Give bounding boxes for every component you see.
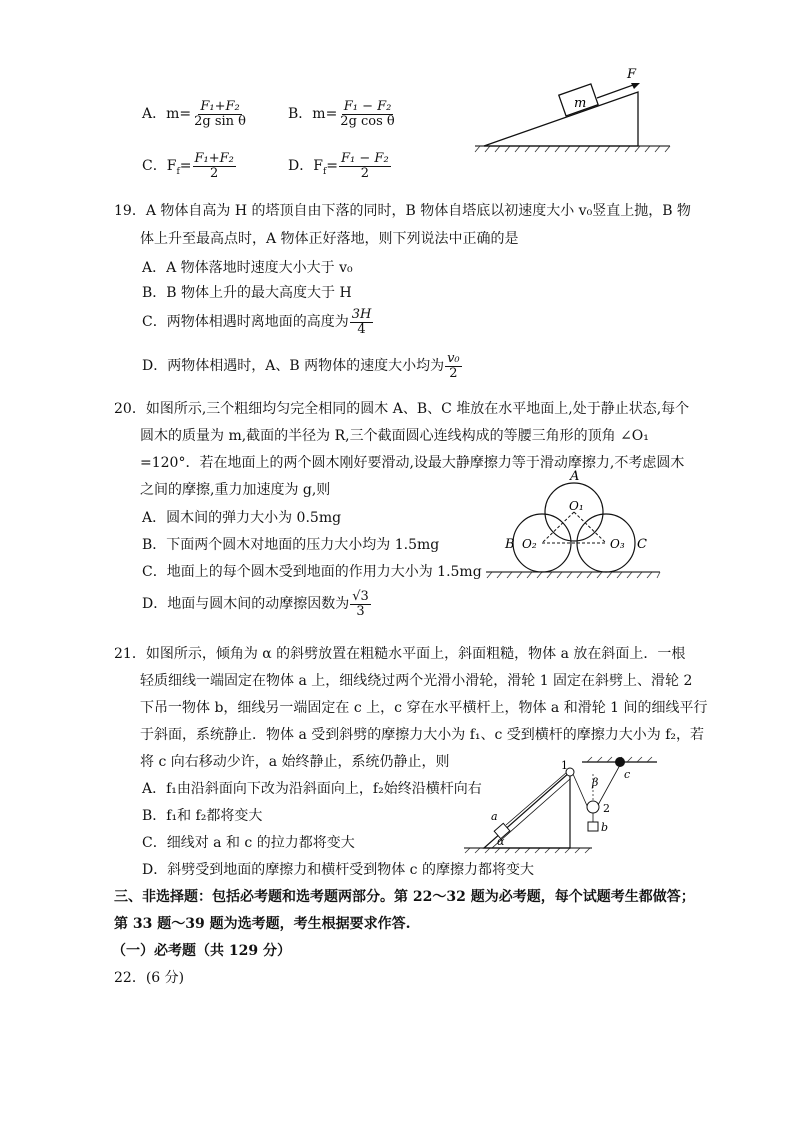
q21-option-d: D．斜劈受到地面的摩擦力和横杆受到物体 c 的摩擦力都将变大 [142,862,534,878]
q18-option-d-numerator: F₁ − F₂ [341,151,389,166]
q18-option-c-sub: f [176,166,180,177]
force-arrowhead [631,83,640,89]
q19-option-c-denominator: 4 [357,321,366,337]
q19-option-a: A．A 物体落地时速度大小大于 v₀ [142,260,353,276]
q18-option-b-prefix: B．m= [288,106,338,123]
block-b [588,822,598,831]
q18-option-a [142,100,249,128]
q21-pulley-figure [462,752,662,854]
q18-option-b [288,100,398,128]
ground-line [464,848,592,853]
q18-option-d-sub: f [322,166,327,177]
label-1: 1 [561,759,568,772]
center-triangle [542,512,606,543]
q18-option-d-denominator: 2 [360,165,369,181]
q20-stem-line1: 20．如图所示,三个粗细均匀完全相同的圆木 A、B、C 堆放在水平地面上,处于静止状态,每个 [114,401,690,417]
ground-line [486,572,660,578]
q18-option-c-denominator: 2 [210,165,219,181]
q21-stem-line4: 于斜面，系统静止．物体 a 受到斜劈的摩擦力大小为 f₁、c 受到横杆的摩擦力大小为 f₂，若 [140,727,705,743]
q18-option-d-eq: = [326,158,339,175]
section3-heading-line2: 第 33 题～39 题为选考题，考生根据要求作答. [114,916,411,932]
force-label: F [627,67,637,82]
q21-stem-line1: 21．如图所示，倾角为 α 的斜劈放置在粗糙水平面上，斜面粗糙，物体 a 放在斜面上．一根 [114,646,686,662]
q20-option-d [142,590,372,618]
string-1-to-2 [573,774,588,808]
q20-logs-figure [484,470,664,580]
q21-stem-line5: 将 c 向右移动少许，a 始终静止，系统仍静止，则 [140,754,450,770]
q21-option-a: A．f₁由沿斜面向下改为沿斜面向上，f₂始终沿横杆向右 [142,781,482,797]
label-beta: β [592,776,599,789]
string-a-to-1 [506,772,567,825]
q18-option-b-denominator: 2g cos θ [340,113,395,129]
force-arrow [597,84,636,98]
q18-option-c [142,152,237,180]
pulley-2 [587,801,599,813]
label-o3: O₃ [610,537,625,551]
q18-option-c-numerator: F₁+F₂ [194,151,234,166]
q19-option-d-text: D．两物体相遇时，A、B 两物体的速度大小均为 [142,358,445,375]
label-alpha: α [497,835,505,848]
q19-option-c [142,308,374,336]
q19-option-d-numerator: v₀ [447,351,460,366]
q19-option-d-denominator: 2 [449,365,458,381]
q20-stem-line3: =120°．若在地面上的两个圆木刚好要滑动,设最大静摩擦力等于滑动摩擦力,不考虑圆木 [140,455,685,471]
label-o2: O₂ [522,537,537,551]
q19-option-c-text: C．两物体相遇时离地面的高度为 [142,314,349,331]
q18-option-d-fraction [339,152,391,180]
label-c: c [624,768,631,781]
q19-stem-line2: 体上升至最高点时，A 物体正好落地，则下列说法中正确的是 [140,231,519,247]
q19-option-c-fraction [350,308,374,336]
q20-option-c: C．地面上的每个圆木受到地面的作用力大小为 1.5mg [142,564,482,580]
q20-option-a: A．圆木间的弹力大小为 0.5mg [142,510,342,526]
q18-option-d-prefix: D．F [288,158,323,175]
q18-option-a-fraction [192,100,248,128]
label-c: C [637,537,647,552]
q18-option-a-numerator: F₁+F₂ [200,99,240,114]
label-b: b [601,821,609,834]
q18-option-c-eq: = [179,158,192,175]
q22-heading: 22．(6 分) [114,970,185,986]
label-o1: O₁ [569,499,584,513]
q19-option-d [142,352,463,380]
ground-hatch [475,146,670,152]
q21-stem-line3: 下吊一物体 b，细线另一端固定在 c 上，c 穿在水平横杆上，物体 a 和滑轮 1 间的细线平行 [140,700,708,716]
q18-option-a-prefix: A．m= [142,106,192,123]
q21-stem-line2: 轻质细线一端固定在物体 a 上，细线绕过两个光滑小滑轮，滑轮 1 固定在斜劈上、滑轮 2 [140,673,693,689]
q18-option-d [288,152,392,180]
q18-option-c-fraction [193,152,236,180]
q18-option-c-prefix: C．F [142,158,177,175]
q20-option-d-denominator: 3 [356,603,365,619]
q18-option-b-numerator: F₁ − F₂ [343,99,392,114]
q20-stem-line4: 之间的摩擦,重力加速度为 g,则 [140,482,331,498]
q20-option-d-fraction [350,590,371,618]
label-2: 2 [603,802,610,815]
q20-option-b: B．下面两个圆木对地面的压力大小均为 1.5mg [142,537,440,553]
section3-heading-line1: 三、非选择题：包括必考题和选考题两部分。第 22～32 题为必考题，每个试题考生都做答； [114,889,695,905]
q21-option-b: B．f₁和 f₂都将变大 [142,808,263,824]
q19-stem-line1: 19．A 物体自高为 H 的塔顶自由下落的同时，B 物体自塔底以初速度大小 v₀竖直上抛，B 物 [114,203,691,219]
q19-option-c-numerator: 3H [351,307,372,322]
q19-option-d-fraction [445,352,462,380]
q20-stem-line2: 圆木的质量为 m,截面的半径为 R,三个截面圆心连线构成的等腰三角形的顶角 ∠O₁ [140,428,649,444]
ring-c [615,757,625,767]
q20-option-d-text: D．地面与圆木间的动摩擦因数为 [142,596,350,613]
string-2-to-c [598,765,620,805]
q20-option-d-numerator: √3 [352,589,369,604]
label-a: A [570,470,580,484]
q21-option-c: C．细线对 a 和 c 的拉力都将变大 [142,835,355,851]
q18-incline-figure [470,62,675,162]
section3-sub-heading: （一）必考题（共 129 分） [112,943,291,959]
q19-option-b: B．B 物体上升的最大高度大于 H [142,285,352,301]
q18-option-a-denominator: 2g sin θ [194,113,247,129]
block-label: m [574,96,587,111]
q18-option-b-fraction [338,100,396,128]
label-a: a [491,810,498,823]
label-b: B [505,537,515,552]
